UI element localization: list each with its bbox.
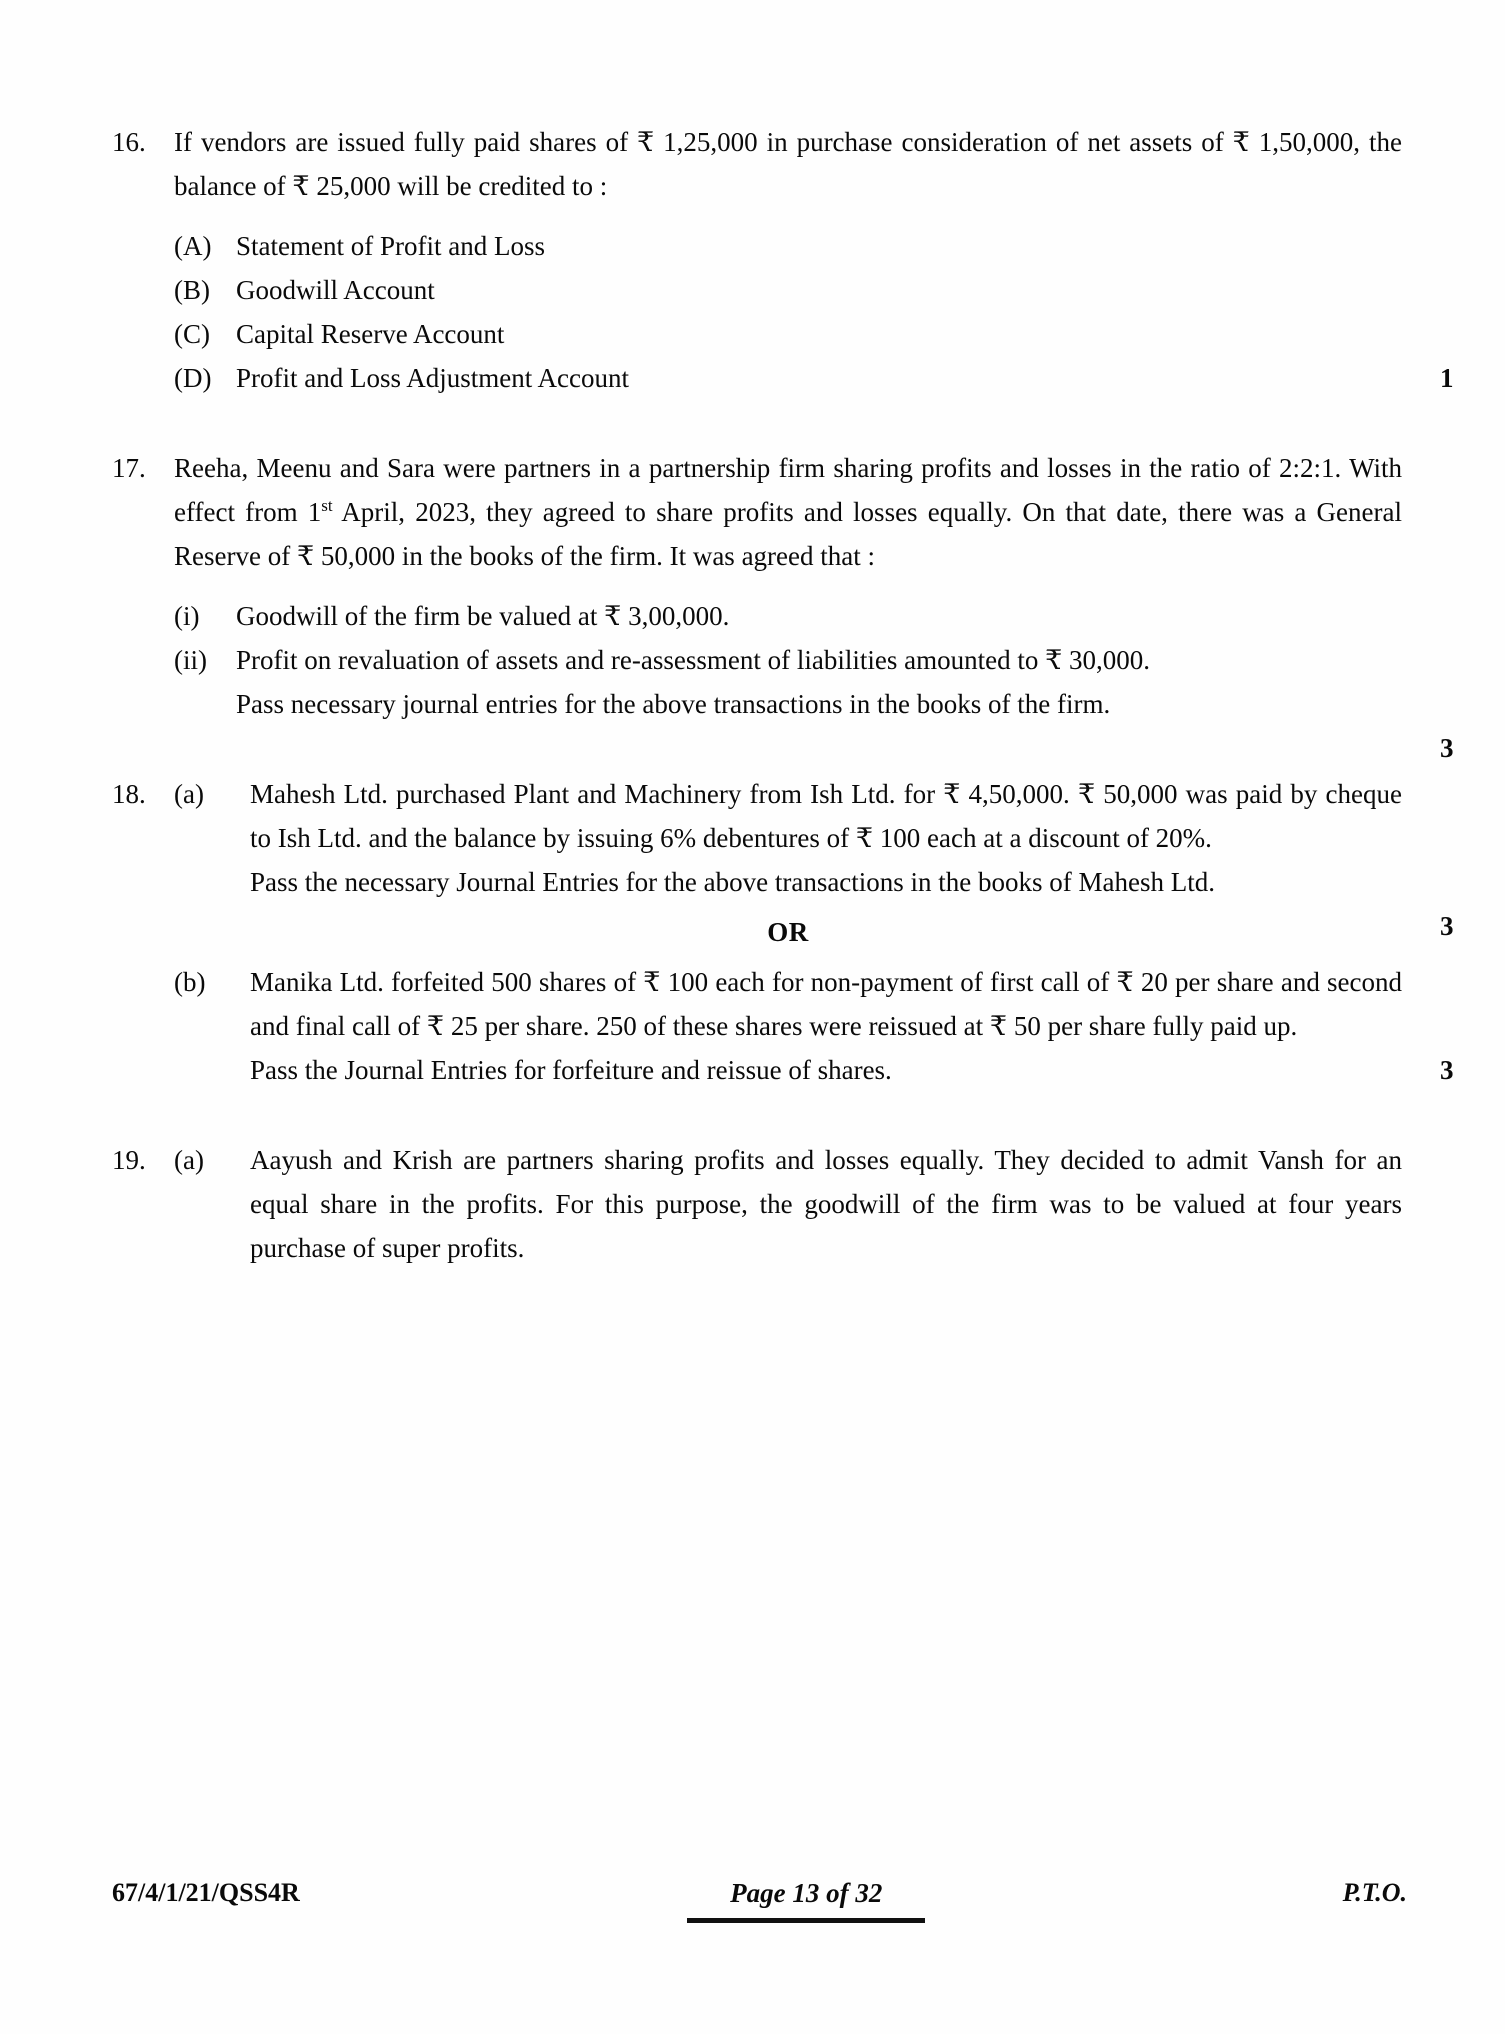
- footer-paper-code: 67/4/1/21/QSS4R: [112, 1878, 300, 1907]
- question-17-number: 17.: [112, 453, 146, 483]
- item-i-label: (i): [174, 601, 200, 631]
- or-divider: OR: [767, 917, 809, 947]
- spacer: [112, 726, 1402, 772]
- footer-underline: [687, 1918, 925, 1923]
- footer-page-indicator: [687, 1878, 925, 1923]
- option-a-label: (A): [174, 231, 212, 261]
- option-d-label: (D): [174, 363, 212, 393]
- item-i-text: Goodwill of the firm be valued at ₹ 3,00,000.: [236, 601, 730, 631]
- question-17-text: [174, 446, 1402, 578]
- question-18-part-b-instruction-row: [174, 1048, 1454, 1092]
- question-19: [112, 1138, 1402, 1270]
- part-a-text: Aayush and Krish are partners sharing profits and losses equally. They decided to admit Vansh for an equal share in the profits. For this purpose, the goodwill of the firm was to be valued at four years purchase of super profits.: [250, 1145, 1402, 1263]
- spacer: [112, 1092, 1402, 1138]
- spacer: [112, 400, 1402, 446]
- question-16-number: 16.: [112, 127, 146, 157]
- question-16-marks: 1: [1440, 363, 1454, 393]
- question-17-superscript: st: [321, 496, 333, 515]
- question-19-part-a: [174, 1138, 1402, 1270]
- part-b-text: Manika Ltd. forfeited 500 shares of ₹ 100 each for non-payment of first call of ₹ 20 per share and second and final call of ₹ 25 per share. 250 of these shares were reissued at ₹ 50 per share fully paid up.: [250, 967, 1402, 1041]
- part-a-text: Mahesh Ltd. purchased Plant and Machinery from Ish Ltd. for ₹ 4,50,000. ₹ 50,000 was paid by cheque to Ish Ltd. and the balance by issuing 6% debentures of ₹ 100 each at a discount of 20%.: [250, 779, 1402, 853]
- question-17-instruction-row: [174, 682, 1454, 763]
- question-18-part-a: [174, 772, 1402, 860]
- footer-pto-label: P.T.O.: [1342, 1878, 1407, 1907]
- question-19-body: [174, 1138, 1402, 1270]
- option-a[interactable]: [174, 224, 1402, 268]
- part-a-label: (a): [174, 1145, 204, 1175]
- part-a-label: (a): [174, 779, 204, 809]
- question-17-instruction: Pass necessary journal entries for the above transactions in the books of the firm.: [236, 689, 1111, 719]
- part-b-instruction: Pass the Journal Entries for forfeiture and reissue of shares.: [250, 1055, 892, 1085]
- option-a-text: Statement of Profit and Loss: [236, 231, 545, 261]
- question-18-part-b: [174, 960, 1402, 1048]
- option-d-text: Profit and Loss Adjustment Account: [236, 363, 629, 393]
- option-b-label: (B): [174, 275, 210, 305]
- question-17: [112, 446, 1454, 763]
- item-ii-text: Profit on revaluation of assets and re-assessment of liabilities amounted to ₹ 30,000.: [236, 645, 1150, 675]
- option-c[interactable]: [174, 312, 1402, 356]
- option-d[interactable]: [174, 356, 1454, 400]
- question-17-text-part2: April, 2023, they agreed to share profits and losses equally. On that date, there was a General Reserve of ₹ 50,000 in the books of the firm. It was agreed that :: [174, 497, 1402, 571]
- question-17-marks: 3: [1440, 733, 1454, 763]
- question-16-body: [174, 120, 1454, 400]
- question-18-number: 18.: [112, 779, 146, 809]
- question-16: [112, 120, 1454, 400]
- question-17-text-part1: Reeha, Meenu and Sara were partners in a partnership firm sharing profits and losses in the ratio of 2:2:1. With effect from 1: [174, 453, 1402, 527]
- part-b-label: (b): [174, 967, 206, 997]
- question-19-number: 19.: [112, 1145, 146, 1175]
- option-b-text: Goodwill Account: [236, 275, 435, 305]
- option-c-text: Capital Reserve Account: [236, 319, 505, 349]
- spacer: [174, 578, 1402, 594]
- question-17-body: [174, 446, 1454, 763]
- page-footer: [112, 1878, 1407, 1923]
- question-16-text: If vendors are issued fully paid shares of ₹ 1,25,000 in purchase consideration of net assets of ₹ 1,50,000, the balance of ₹ 25,000 will be credited to :: [174, 127, 1402, 201]
- spacer: [174, 208, 1402, 224]
- question-18-body: [174, 772, 1454, 1092]
- option-b[interactable]: [174, 268, 1402, 312]
- question-18b-marks: 3: [1440, 1055, 1454, 1085]
- part-a-instruction: Pass the necessary Journal Entries for the above transactions in the books of Mahesh Ltd.: [250, 867, 1216, 897]
- item-ii-label: (ii): [174, 645, 207, 675]
- question-17-item-ii: [174, 638, 1402, 682]
- question-18a-marks: 3: [1440, 911, 1454, 941]
- question-18-part-a-instruction-row: [174, 860, 1454, 941]
- page-content: [112, 120, 1454, 1270]
- footer-page-label: Page 13 of 32: [730, 1878, 883, 1908]
- option-c-label: (C): [174, 319, 210, 349]
- question-18: [112, 772, 1454, 1092]
- question-17-item-i: [174, 594, 1402, 638]
